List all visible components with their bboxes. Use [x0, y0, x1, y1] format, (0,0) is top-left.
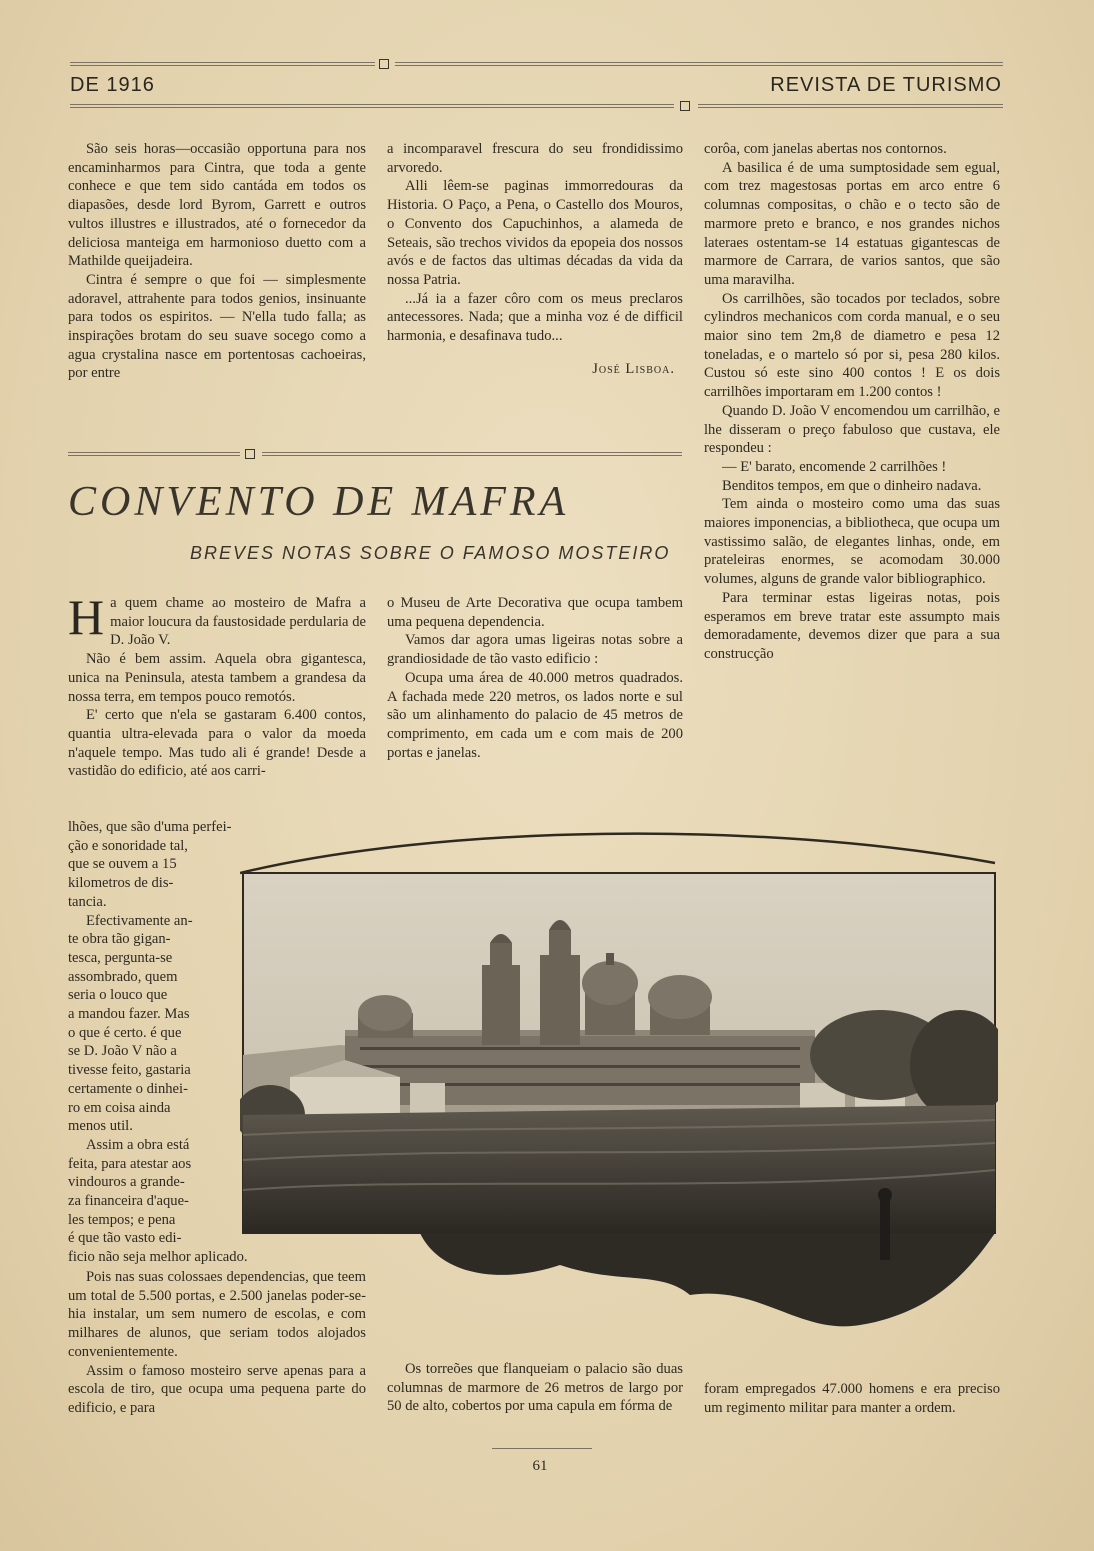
article1-col2: [387, 140, 683, 378]
paragraph: Quando D. João V encomendou um carrilhão, e lhe disseram o preço fabuloso que custava, ele respondeu :: [704, 402, 1000, 457]
section-divider-left: [68, 452, 240, 456]
paragraph: Os carrilhões, são tocados por teclados, sobre cylindros mechanicos com corda manual, e o seu maior sino tem 2m,8 de diametro e pesa 12 toneladas, e o martelo só por si, pesa 280 kilos. Custou só este sino 400 contos ! E os dois carrilhões importaram em 1.200 contos !: [704, 290, 1000, 401]
text-line: menos util.: [68, 1118, 133, 1135]
text-line: que se ouvem a 15: [68, 856, 177, 873]
paragraph: Tem ainda o mosteiro como uma das suas maiores imponencias, a bibliotheca, que ocupa um vastissimo salão, de elegantes linhas, onde, em prateleiras enormes, se acomodam 30.000 volumes, alguns de grande valor bibliographico.: [704, 496, 1000, 588]
text-line: é que tão vasto edi-: [68, 1230, 182, 1247]
header-bottom-rule-left: [70, 104, 674, 108]
text-line: seria o louco que: [68, 987, 168, 1004]
article2-col3: [704, 140, 1000, 664]
section-divider-right: [262, 452, 682, 456]
paragraph: E' certo que n'ela se gastaram 6.400 contos, quantia ultra-elevada para o valor da moeda n'aquele tempo. Mas tudo ali é grande! Desde a vastidão do edificio, até aos carri-: [68, 707, 366, 780]
text-line: Efectivamente an-: [86, 912, 193, 929]
text-line: lhões, que são d'uma perfei-: [68, 819, 232, 835]
dropcap: H: [68, 589, 105, 645]
paragraph: Cintra é sempre o que foi — simplesmente adoravel, attrahente para todos genios, insinuante para todos os espiritos. — N'ella tudo falla; as inspirações brotam do seu suave socego como a agua crystalina nasce em portentosas cachoeiras, por entre: [68, 271, 366, 382]
lead-text: a quem chame ao mosteiro de Mafra a maior loucura da faustosidade perdularia de D. João V.: [110, 595, 366, 649]
text-line: se D. João V não a: [68, 1043, 177, 1060]
paragraph: corôa, com janelas abertas nos contornos.: [704, 141, 947, 157]
paragraph: a incomparavel frescura do seu frondidissimo arvoredo.: [387, 141, 683, 176]
text-line: za financeira d'aque-: [68, 1193, 189, 1210]
paragraph: Os torreões que flanqueiam o palacio são duas columnas de marmore de 26 metros de largo por 50 de alto, cobertos por uma capula em fórma de: [387, 1361, 683, 1415]
header-top-rule-right: [395, 62, 1003, 66]
article2-col3-bottom: [704, 1380, 1000, 1417]
lead-paragraph: [68, 589, 366, 650]
text-line: ficio não seja melhor aplicado.: [68, 1249, 248, 1266]
article2-col1: [68, 589, 366, 781]
paragraph: Assim o famoso mosteiro serve apenas para a escola de tiro, que ocupa uma pequena parte do edificio, e para: [68, 1362, 366, 1416]
paragraph: o Museu de Arte Decorativa que ocupa tambem uma pequena dependencia.: [387, 595, 683, 630]
paragraph: foram empregados 47.000 homens e era preciso um regimento militar para manter a ordem.: [704, 1381, 1000, 1416]
paragraph: Ocupa uma área de 40.000 metros quadrados. A fachada mede 220 metros, os lados norte e sul são um alinhamento do palacio de 45 metros de comprimento, em cada um e com mais de 200 portas e janelas.: [387, 669, 683, 761]
footer-rule: [492, 1448, 592, 1449]
text-line: tivesse feito, gastaria: [68, 1062, 191, 1079]
header-top-rule-left: [70, 62, 375, 66]
paragraph: Para terminar estas ligeiras notas, pois esperamos em breve tratar este assumpto mais demoradamente, devemos dizer que para a sua construcção: [704, 589, 1000, 662]
header-left: DE 1916: [70, 74, 155, 96]
paragraph: Benditos tempos, em que o dinheiro nadava.: [722, 477, 982, 494]
text-line: les tempos; e pena: [68, 1211, 176, 1228]
ornament-square-bottom: [680, 101, 690, 111]
article1-col1: [68, 140, 366, 383]
text-line: o que é certo. é que: [68, 1024, 182, 1041]
mafra-convent-photo: [240, 815, 998, 1375]
paragraph: — E' barato, encomende 2 carrilhões !: [722, 458, 947, 475]
text-line: certamente o dinhei-: [68, 1080, 188, 1097]
text-line: Assim a obra está: [86, 1136, 190, 1153]
article2-col2: [387, 594, 683, 762]
signature: José Lisboa.: [592, 360, 675, 377]
paragraph: São seis horas—occasião opportuna para nos encaminharmos para Cintra, que toda a gente conhece e que tem sido cantáda em todos os diapasões, desde lord Byrom, Garrett e outros vultos illustres e illustrados, até o fornecedor da deliciosa manteiga em harmonioso duetto com a Mathilde queijadeira.: [68, 141, 366, 270]
ornament-square-top: [379, 59, 389, 69]
paragraph: ...Já ia a fazer côro com os meus preclaros antecessores. Nada; que a minha voz é de difficil harmonia, e desafinava tudo...: [387, 290, 683, 345]
article-subtitle: BREVES NOTAS SOBRE O FAMOSO MOSTEIRO: [190, 543, 671, 563]
paragraph: Alli lêem-se paginas immorredouras da Historia. O Paço, a Pena, o Castello dos Mouros, o Convento dos Capuchinhos, a alameda de Seteais, são trechos vividos da epopeia dos nossos avós e de factos das ultimas décadas da vida da nossa Patria.: [387, 178, 683, 288]
text-line: kilometros de dis-: [68, 875, 174, 892]
article2-col1-narrow: [68, 818, 248, 1267]
text-line: tesca, pergunta-se: [68, 949, 173, 966]
article-title: CONVENTO DE MAFRA: [68, 479, 570, 525]
text-line: feita, para atestar aos: [68, 1155, 192, 1172]
text-line: tancia.: [68, 893, 107, 910]
paragraph: Não é bem assim. Aquela obra gigantesca, unica na Peninsula, atesta tambem a grandesa da nossa terra, em tempos pouco remotós.: [68, 651, 366, 705]
paragraph: Pois nas suas colossaes dependencias, que teem um total de 5.500 portas, e 2.500 janelas poder-se-hia instalar, um sem numero de escolas, e com milhares de alunos, que seriam todos alojados convenientemente.: [68, 1269, 366, 1360]
divider-ornament: [245, 449, 255, 459]
text-line: te obra tão gigan-: [68, 931, 171, 948]
paragraph: A basilica é de uma sumptosidade sem egual, com trez magestosas portas em arco entre 6 columnas compositas, o chão e o tecto são de marmore preto e branco, e nos grandes nichos lateraes ostentam-se 14 estatuas gigantescas de marmore de Carrara, de varios santos, que são uma maravilha.: [704, 159, 1000, 288]
text-line: vindouros a grande-: [68, 1174, 185, 1191]
header-right: REVISTA DE TURISMO: [770, 74, 1002, 96]
text-line: assombrado, quem: [68, 968, 178, 985]
paragraph: Vamos dar agora umas ligeiras notas sobre a grandiosidade de tão vasto edificio :: [387, 632, 683, 668]
page-number: 61: [532, 1458, 548, 1474]
header-bottom-rule-right: [698, 104, 1003, 108]
text-line: ro em coisa ainda: [68, 1099, 171, 1116]
text-line: ção e sonoridade tal,: [68, 837, 188, 854]
text-line: a mandou fazer. Mas: [68, 1006, 190, 1023]
